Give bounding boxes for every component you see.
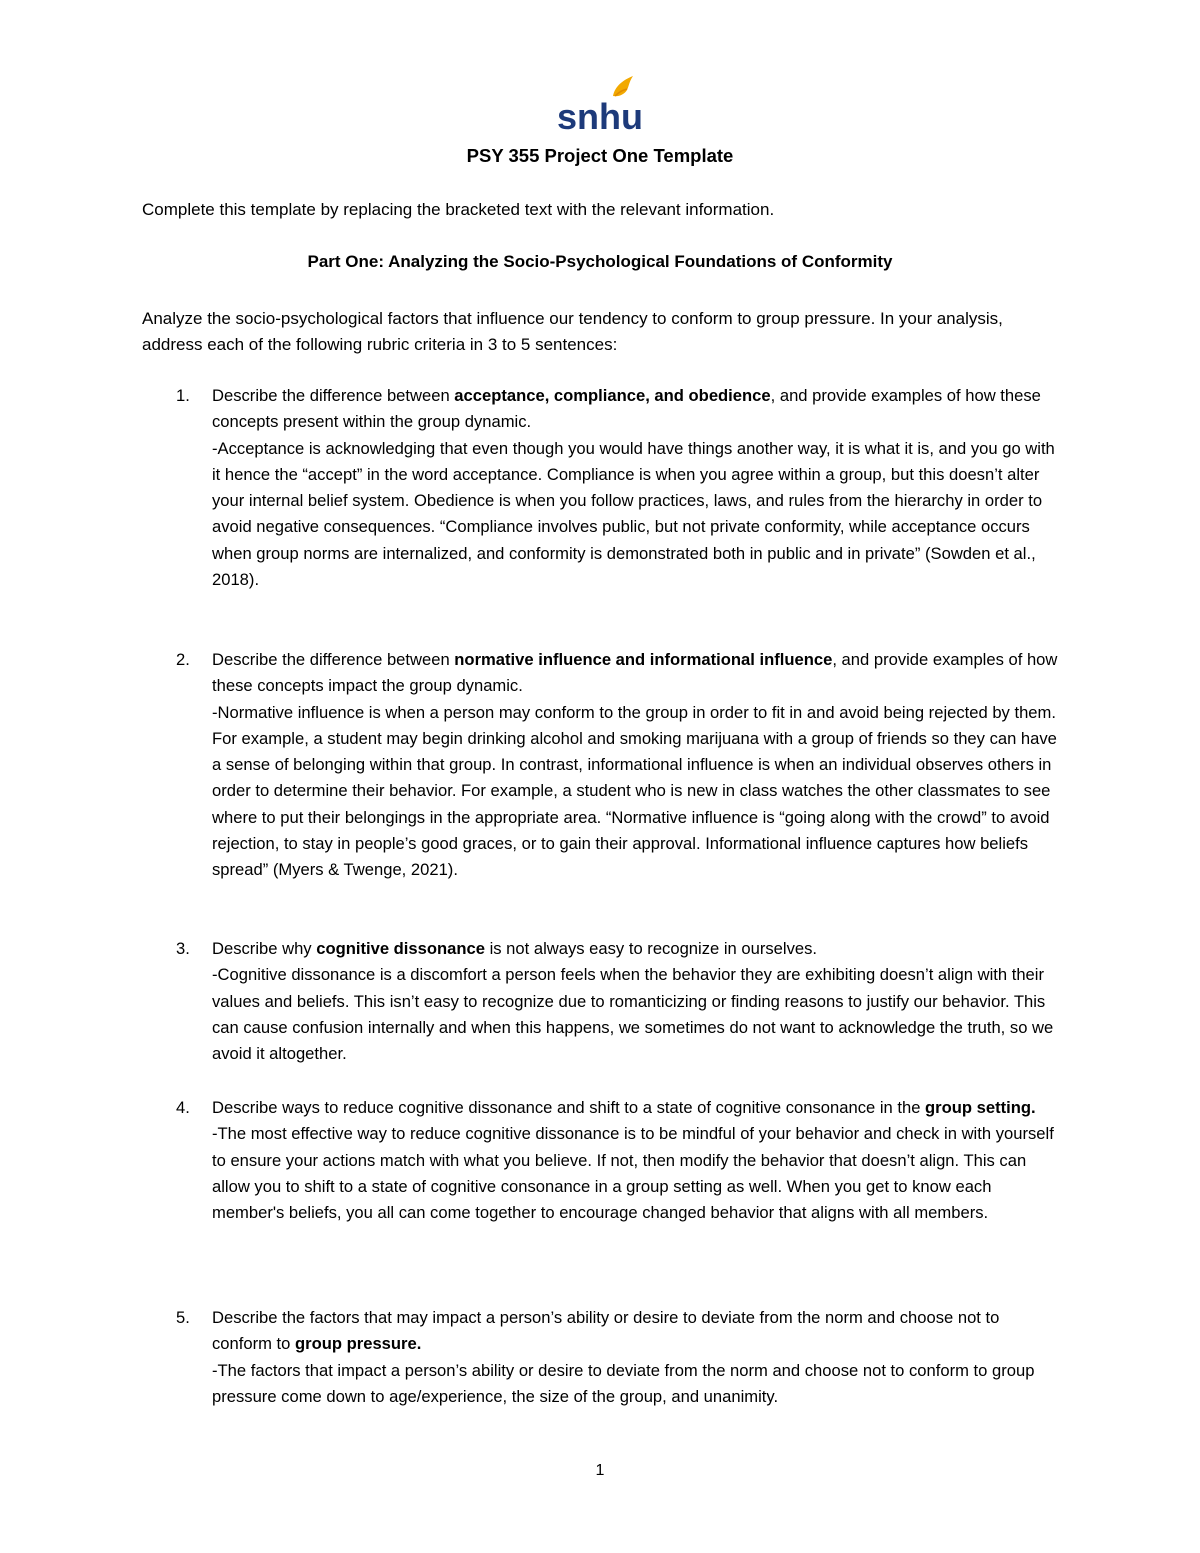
page-title: PSY 355 Project One Template <box>466 145 734 166</box>
list-item <box>142 1095 1062 1226</box>
analyze-paragraph: Analyze the socio-psychological factors that influence our tendency to conform to group pressure. In your analysis, address each of the following rubric criteria in 3 to 5 sentences: <box>142 309 1003 355</box>
item-number: 5. <box>176 1308 190 1327</box>
list-item <box>142 936 1062 1067</box>
item-question: Describe the factors that may impact a person’s ability or desire to deviate from the norm and choose not to conform to group pressure. <box>212 1308 1000 1354</box>
page-number: 1 <box>595 1462 605 1479</box>
item-answer: -The factors that impact a person’s ability or desire to deviate from the norm and choose not to conform to group pressure come down to age/experience, the size of the group, and unanimity. <box>212 1360 1035 1406</box>
list-item <box>142 1305 1062 1410</box>
item-number: 1. <box>176 386 190 405</box>
logo-text: snhu <box>557 96 643 134</box>
list-item <box>142 647 1062 884</box>
item-number: 2. <box>176 650 190 669</box>
item-question: Describe the difference between acceptance, compliance, and obedience, and provide examples of how these concepts present within the group dynamic. <box>212 386 1041 432</box>
item-answer: -Acceptance is acknowledging that even though you would have things another way, it is what it is, and you go with it hence the “accept” in the word acceptance. Compliance is when you agree within a group, but this doesn’t alter your internal belief system. Obedience is when you follow practices, laws, and rules from the hierarchy in order to avoid negative consequences. “Compliance involves public, but not private conformity, while acceptance occurs when group norms are internalized, and conformity is demonstrated both in public and in private” (Sowden et al., 2018). <box>212 438 1055 590</box>
item-answer: -The most effective way to reduce cognitive dissonance is to be mindful of your behavior and check in with yourself to ensure your actions match with what you believe. If not, then modify the behavior that doesn’t align. This can allow you to shift to a state of cognitive consonance in a group setting as well. When you get to know each member's beliefs, you all can come together to encourage changed behavior that aligns with all members. <box>212 1124 1054 1223</box>
snhu-logo <box>555 74 645 134</box>
item-number: 3. <box>176 939 190 958</box>
item-question: Describe ways to reduce cognitive dissonance and shift to a state of cognitive consonance in the group setting. <box>212 1098 1036 1117</box>
flame-icon <box>555 74 645 134</box>
item-answer: -Cognitive dissonance is a discomfort a person feels when the behavior they are exhibiting doesn’t align with their values and beliefs. This isn’t easy to recognize due to romanticizing or finding reasons to justify our behavior. This can cause confusion internally and when this happens, we sometimes do not want to acknowledge the truth, so we avoid it altogether. <box>212 965 1054 1064</box>
item-number: 4. <box>176 1098 190 1117</box>
item-answer: -Normative influence is when a person may conform to the group in order to fit in and avoid being rejected by them. For example, a student may begin drinking alcohol and smoking marijuana with a group of friends so they can have a sense of belonging within that group. In contrast, informational influence is when an individual observes others in order to determine their behavior. For example, a student who is new in class watches the other classmates to see where to put their belongings in the appropriate area. “Normative influence is “going along with the crowd” to avoid rejection, to stay in people’s good graces, or to gain their approval. Informational influence captures how beliefs spread” (Myers & Twenge, 2021). <box>212 702 1057 880</box>
intro-text: Complete this template by replacing the bracketed text with the relevant information. <box>142 200 775 219</box>
part-heading: Part One: Analyzing the Socio-Psychological Foundations of Conformity <box>307 252 893 271</box>
list-item <box>142 383 1062 593</box>
item-question: Describe why cognitive dissonance is not always easy to recognize in ourselves. <box>212 939 818 958</box>
item-question: Describe the difference between normative influence and informational influence, and provide examples of how these concepts impact the group dynamic. <box>212 650 1058 696</box>
